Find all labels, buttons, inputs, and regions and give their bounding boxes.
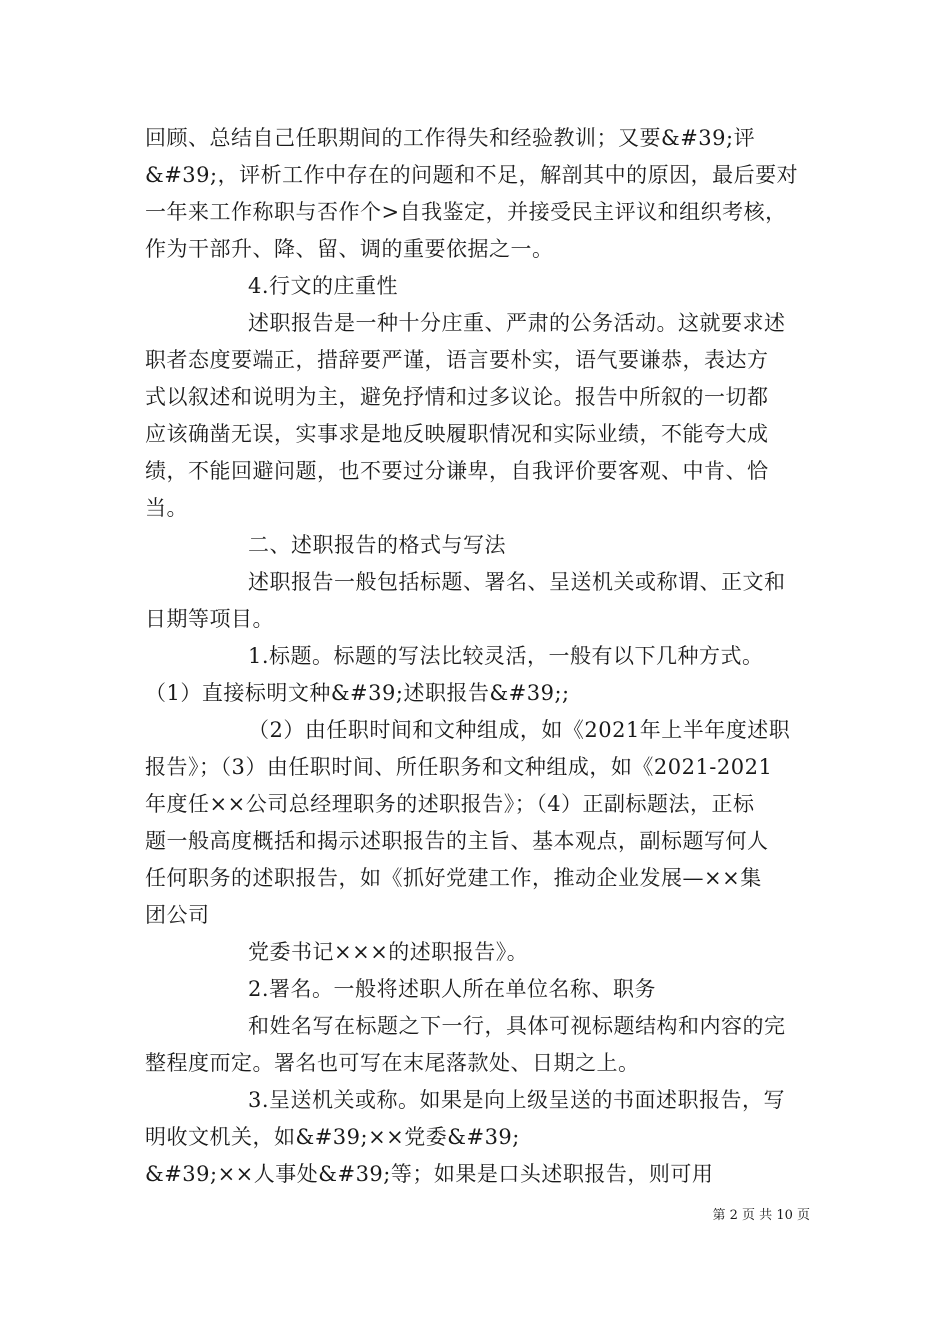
text-line: （1）直接标明文种&#39;述职报告&#39;; <box>145 681 570 705</box>
text-line: 绩，不能回避问题，也不要过分谦卑，自我评价要客观、中肯、恰 <box>145 459 769 483</box>
text-line: 日期等项目。 <box>145 607 274 631</box>
text-line: 团公司 <box>145 903 210 927</box>
text-line: 党委书记×××的述职报告》。 <box>248 940 529 964</box>
text-line: 报告》；（3）由任职时间、所任职务和文种组成，如《2021-2021 <box>145 755 773 779</box>
text-line: 1.标题。标题的写法比较灵活，一般有以下几种方式。 <box>248 644 764 668</box>
text-line: 职者态度要端正，措辞要严谨，语言要朴实，语气要谦恭，表达方 <box>145 348 769 372</box>
text-line: 当。 <box>145 496 188 520</box>
text-line: （2）由任职时间和文种组成，如《2021年上半年度述职 <box>248 718 791 742</box>
text-line: 应该确凿无误，实事求是地反映履职情况和实际业绩，不能夸大成 <box>145 422 769 446</box>
text-line: 明收文机关，如&#39;××党委&#39; <box>145 1125 520 1149</box>
text-line: &#39;××人事处&#39;等；如果是口头述职报告，则可用 <box>145 1162 714 1186</box>
text-line: 式以叙述和说明为主，避免抒情和过多议论。报告中所叙的一切都 <box>145 385 769 409</box>
text-line: 述职报告是一种十分庄重、严肃的公务活动。这就要求述 <box>248 311 786 335</box>
text-line: 任何职务的述职报告，如《抓好党建工作，推动企业发展—××集 <box>145 866 762 890</box>
text-line: 3.呈送机关或称。如果是向上级呈送的书面述职报告，写 <box>248 1088 786 1112</box>
page-number-footer: 第 2 页 共 10 页 <box>712 1208 810 1223</box>
text-line: &#39;，评析工作中存在的问题和不足，解剖其中的原因，最后要对 <box>145 163 799 187</box>
text-line: 2.署名。一般将述职人所在单位名称、职务 <box>248 977 657 1001</box>
text-line: 和姓名写在标题之下一行，具体可视标题结构和内容的完 <box>248 1014 786 1038</box>
text-line: 题一般高度概括和揭示述职报告的主旨、基本观点，副标题写何人 <box>145 829 769 853</box>
text-line: 年度任××公司总经理职务的述职报告》；（4）正副标题法，正标 <box>145 792 755 816</box>
text-line: 一年来工作称职与否作个>自我鉴定，并接受民主评议和组织考核， <box>145 200 787 224</box>
text-line: 作为干部升、降、留、调的重要依据之一。 <box>145 237 554 261</box>
text-line: 回顾、总结自己任职期间的工作得失和经验教训；又要&#39;评 <box>145 126 756 150</box>
text-line: 述职报告一般包括标题、署名、呈送机关或称谓、正文和 <box>248 570 786 594</box>
section-heading: 二、述职报告的格式与写法 <box>248 533 506 557</box>
text-line: 整程度而定。署名也可写在末尾落款处、日期之上。 <box>145 1051 640 1075</box>
section-heading: 4.行文的庄重性 <box>248 274 399 298</box>
